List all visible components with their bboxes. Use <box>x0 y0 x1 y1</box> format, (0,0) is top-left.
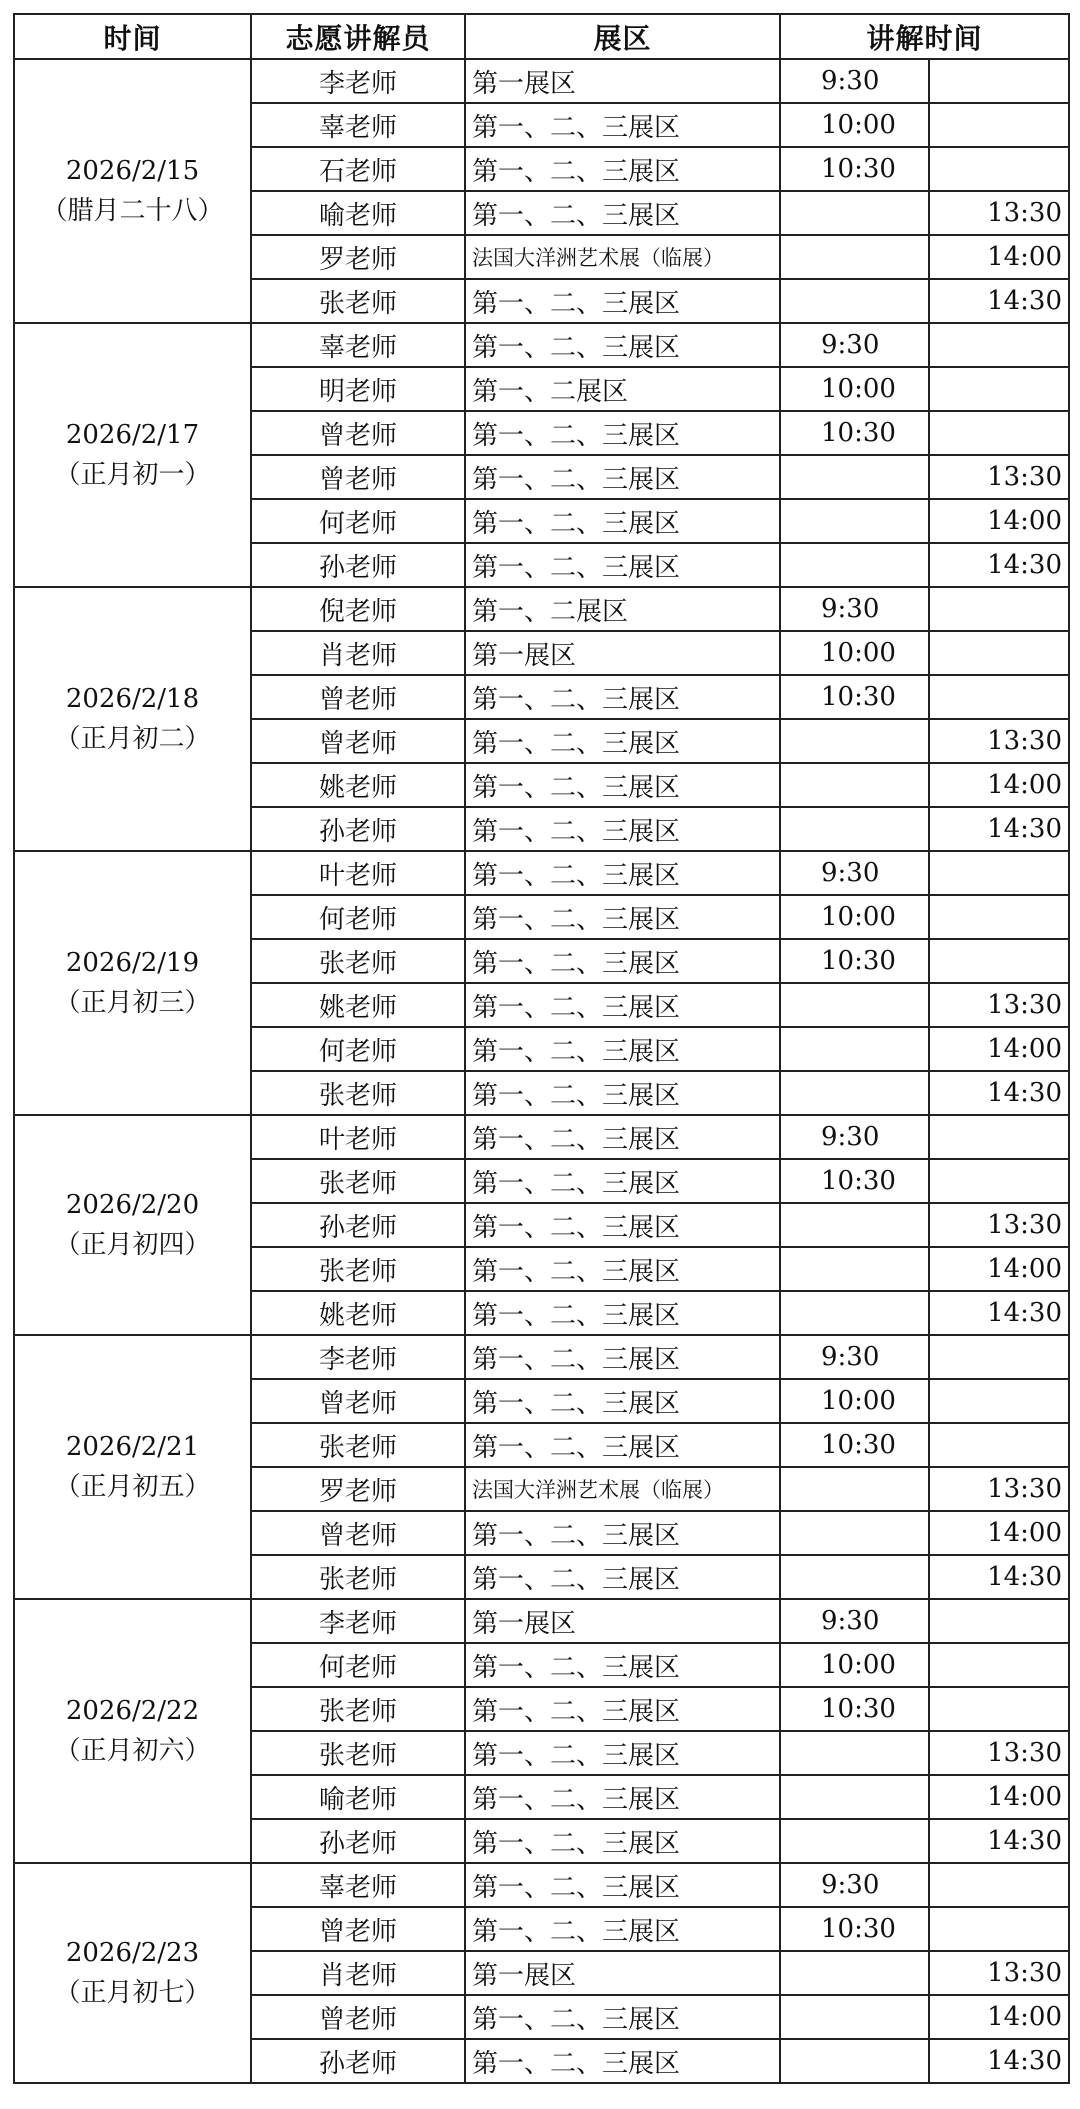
exhibit-area: 第一、二、三展区 <box>465 1423 780 1467</box>
afternoon-time: 14:30 <box>929 1071 1069 1115</box>
guide-name: 曾老师 <box>251 1511 465 1555</box>
morning-time: 10:00 <box>780 367 929 411</box>
afternoon-time: 14:30 <box>929 279 1069 323</box>
afternoon-time: 13:30 <box>929 719 1069 763</box>
afternoon-time <box>929 147 1069 191</box>
afternoon-time <box>929 1335 1069 1379</box>
table-row <box>14 1863 1069 1907</box>
morning-time: 9:30 <box>780 1863 929 1907</box>
lunar-date-text: （正月初七） <box>54 1978 211 2008</box>
header-date: 时间 <box>14 14 251 59</box>
header-area: 展区 <box>465 14 780 59</box>
morning-time <box>780 1995 929 2039</box>
exhibit-area: 第一、二、三展区 <box>465 1731 780 1775</box>
morning-time: 10:30 <box>780 411 929 455</box>
morning-time: 9:30 <box>780 1599 929 1643</box>
afternoon-time <box>929 675 1069 719</box>
date-text: 2026/2/23 <box>65 1938 200 1968</box>
morning-time: 9:30 <box>780 1115 929 1159</box>
guide-name: 张老师 <box>251 1555 465 1599</box>
table-row <box>14 1599 1069 1643</box>
afternoon-time <box>929 59 1069 103</box>
guide-name: 曾老师 <box>251 455 465 499</box>
morning-time <box>780 1555 929 1599</box>
lunar-date-text: （正月初三） <box>54 988 211 1018</box>
guide-name: 姚老师 <box>251 763 465 807</box>
exhibit-area: 第一、二、三展区 <box>465 1335 780 1379</box>
afternoon-time: 13:30 <box>929 983 1069 1027</box>
morning-time: 10:30 <box>780 1907 929 1951</box>
afternoon-time <box>929 1907 1069 1951</box>
exhibit-area: 第一、二、三展区 <box>465 1863 780 1907</box>
afternoon-time: 13:30 <box>929 1951 1069 1995</box>
morning-time: 10:30 <box>780 1423 929 1467</box>
guide-name: 辜老师 <box>251 323 465 367</box>
guide-name: 罗老师 <box>251 235 465 279</box>
date-text: 2026/2/19 <box>65 948 200 978</box>
afternoon-time <box>929 939 1069 983</box>
date-cell <box>14 1599 251 1863</box>
guide-name: 曾老师 <box>251 411 465 455</box>
morning-time: 10:00 <box>780 631 929 675</box>
lunar-date-text: （正月初四） <box>54 1230 211 1260</box>
exhibit-area: 第一、二、三展区 <box>465 763 780 807</box>
afternoon-time <box>929 1159 1069 1203</box>
morning-time <box>780 279 929 323</box>
exhibit-area: 第一、二、三展区 <box>465 1203 780 1247</box>
afternoon-time: 14:00 <box>929 1775 1069 1819</box>
morning-time <box>780 1071 929 1115</box>
afternoon-time: 13:30 <box>929 1467 1069 1511</box>
exhibit-area: 第一、二、三展区 <box>465 1115 780 1159</box>
afternoon-time: 14:00 <box>929 763 1069 807</box>
guide-name: 李老师 <box>251 1599 465 1643</box>
morning-time <box>780 235 929 279</box>
table-body <box>14 59 1069 2083</box>
exhibit-area: 第一展区 <box>465 631 780 675</box>
guide-name: 孙老师 <box>251 543 465 587</box>
lunar-date-text: （正月初五） <box>54 1472 211 1502</box>
exhibit-area: 第一、二、三展区 <box>465 1071 780 1115</box>
exhibit-area: 第一展区 <box>465 59 780 103</box>
exhibit-area: 第一、二、三展区 <box>465 191 780 235</box>
morning-time: 9:30 <box>780 587 929 631</box>
guide-name: 何老师 <box>251 1027 465 1071</box>
exhibit-area: 第一、二、三展区 <box>465 939 780 983</box>
morning-time: 9:30 <box>780 851 929 895</box>
guide-name: 张老师 <box>251 1731 465 1775</box>
afternoon-time: 14:30 <box>929 2039 1069 2083</box>
table-row <box>14 851 1069 895</box>
header-time: 讲解时间 <box>780 14 1069 59</box>
exhibit-area: 法国大洋洲艺术展（临展） <box>465 1467 780 1511</box>
morning-time <box>780 499 929 543</box>
morning-time: 10:30 <box>780 939 929 983</box>
afternoon-time: 14:30 <box>929 807 1069 851</box>
morning-time: 10:30 <box>780 1687 929 1731</box>
exhibit-area: 第一、二、三展区 <box>465 411 780 455</box>
morning-time <box>780 1775 929 1819</box>
exhibit-area: 第一、二、三展区 <box>465 1027 780 1071</box>
guide-name: 石老师 <box>251 147 465 191</box>
exhibit-area: 第一、二、三展区 <box>465 1511 780 1555</box>
afternoon-time <box>929 1687 1069 1731</box>
date-text: 2026/2/18 <box>65 684 200 714</box>
morning-time <box>780 719 929 763</box>
date-text: 2026/2/17 <box>65 420 200 450</box>
date-cell <box>14 1115 251 1335</box>
afternoon-time <box>929 1423 1069 1467</box>
guide-name: 辜老师 <box>251 1863 465 1907</box>
morning-time <box>780 455 929 499</box>
afternoon-time <box>929 1643 1069 1687</box>
guide-name: 何老师 <box>251 1643 465 1687</box>
guide-name: 孙老师 <box>251 1203 465 1247</box>
afternoon-time <box>929 411 1069 455</box>
exhibit-area: 第一、二、三展区 <box>465 455 780 499</box>
guide-name: 姚老师 <box>251 983 465 1027</box>
afternoon-time: 14:30 <box>929 1555 1069 1599</box>
guide-name: 曾老师 <box>251 1379 465 1423</box>
guide-name: 张老师 <box>251 939 465 983</box>
table-header <box>14 14 1069 59</box>
exhibit-area: 第一、二、三展区 <box>465 543 780 587</box>
guide-name: 罗老师 <box>251 1467 465 1511</box>
guide-name: 张老师 <box>251 279 465 323</box>
morning-time: 10:30 <box>780 1159 929 1203</box>
exhibit-area: 第一、二、三展区 <box>465 323 780 367</box>
morning-time <box>780 2039 929 2083</box>
morning-time: 10:00 <box>780 895 929 939</box>
guide-name: 肖老师 <box>251 1951 465 1995</box>
date-cell <box>14 59 251 323</box>
exhibit-area: 第一、二、三展区 <box>465 1379 780 1423</box>
afternoon-time <box>929 103 1069 147</box>
morning-time <box>780 543 929 587</box>
exhibit-area: 第一、二、三展区 <box>465 1247 780 1291</box>
guide-name: 张老师 <box>251 1247 465 1291</box>
morning-time: 10:30 <box>780 147 929 191</box>
exhibit-area: 第一、二、三展区 <box>465 1995 780 2039</box>
morning-time: 10:00 <box>780 1379 929 1423</box>
exhibit-area: 第一、二、三展区 <box>465 2039 780 2083</box>
table-row <box>14 59 1069 103</box>
afternoon-time <box>929 367 1069 411</box>
guide-name: 喻老师 <box>251 1775 465 1819</box>
afternoon-time: 14:30 <box>929 543 1069 587</box>
exhibit-area: 第一、二、三展区 <box>465 1775 780 1819</box>
exhibit-area: 第一、二、三展区 <box>465 279 780 323</box>
exhibit-area: 第一、二、三展区 <box>465 983 780 1027</box>
afternoon-time <box>929 1599 1069 1643</box>
morning-time: 10:00 <box>780 103 929 147</box>
afternoon-time: 14:00 <box>929 499 1069 543</box>
lunar-date-text: （正月初六） <box>54 1736 211 1766</box>
afternoon-time: 14:30 <box>929 1291 1069 1335</box>
table-row <box>14 1115 1069 1159</box>
guide-name: 明老师 <box>251 367 465 411</box>
exhibit-area: 第一展区 <box>465 1599 780 1643</box>
guide-name: 曾老师 <box>251 719 465 763</box>
guide-name: 辜老师 <box>251 103 465 147</box>
guide-name: 李老师 <box>251 59 465 103</box>
date-cell <box>14 587 251 851</box>
afternoon-time: 14:00 <box>929 1995 1069 2039</box>
date-cell <box>14 323 251 587</box>
afternoon-time: 13:30 <box>929 1203 1069 1247</box>
exhibit-area: 第一、二展区 <box>465 587 780 631</box>
exhibit-area: 第一、二展区 <box>465 367 780 411</box>
morning-time <box>780 1247 929 1291</box>
date-cell <box>14 1863 251 2083</box>
afternoon-time <box>929 1115 1069 1159</box>
guide-name: 张老师 <box>251 1071 465 1115</box>
afternoon-time: 14:00 <box>929 235 1069 279</box>
guide-name: 喻老师 <box>251 191 465 235</box>
exhibit-area: 法国大洋洲艺术展（临展） <box>465 235 780 279</box>
exhibit-area: 第一、二、三展区 <box>465 1907 780 1951</box>
guide-name: 何老师 <box>251 499 465 543</box>
guide-name: 姚老师 <box>251 1291 465 1335</box>
exhibit-area: 第一、二、三展区 <box>465 1819 780 1863</box>
guide-name: 叶老师 <box>251 1115 465 1159</box>
morning-time <box>780 763 929 807</box>
header-guide: 志愿讲解员 <box>251 14 465 59</box>
date-text: 2026/2/21 <box>65 1432 200 1462</box>
morning-time: 9:30 <box>780 323 929 367</box>
guide-name: 倪老师 <box>251 587 465 631</box>
guide-name: 何老师 <box>251 895 465 939</box>
afternoon-time: 13:30 <box>929 1731 1069 1775</box>
morning-time: 9:30 <box>780 1335 929 1379</box>
date-cell <box>14 1335 251 1599</box>
exhibit-area: 第一、二、三展区 <box>465 1687 780 1731</box>
exhibit-area: 第一、二、三展区 <box>465 1555 780 1599</box>
date-cell <box>14 851 251 1115</box>
guide-name: 张老师 <box>251 1159 465 1203</box>
morning-time <box>780 191 929 235</box>
exhibit-area: 第一、二、三展区 <box>465 1159 780 1203</box>
schedule-table <box>13 13 1070 2084</box>
morning-time: 9:30 <box>780 59 929 103</box>
morning-time: 10:30 <box>780 675 929 719</box>
morning-time <box>780 1467 929 1511</box>
guide-name: 孙老师 <box>251 807 465 851</box>
afternoon-time: 14:30 <box>929 1819 1069 1863</box>
morning-time <box>780 983 929 1027</box>
exhibit-area: 第一、二、三展区 <box>465 675 780 719</box>
afternoon-time <box>929 851 1069 895</box>
table-row <box>14 323 1069 367</box>
morning-time <box>780 807 929 851</box>
exhibit-area: 第一、二、三展区 <box>465 499 780 543</box>
afternoon-time <box>929 323 1069 367</box>
guide-name: 曾老师 <box>251 675 465 719</box>
afternoon-time: 13:30 <box>929 191 1069 235</box>
afternoon-time <box>929 1379 1069 1423</box>
afternoon-time <box>929 1863 1069 1907</box>
date-text: 2026/2/20 <box>65 1190 200 1220</box>
table-row <box>14 1335 1069 1379</box>
morning-time <box>780 1731 929 1775</box>
guide-name: 张老师 <box>251 1423 465 1467</box>
morning-time <box>780 1511 929 1555</box>
table-row <box>14 587 1069 631</box>
header-row <box>14 14 1069 59</box>
exhibit-area: 第一展区 <box>465 1951 780 1995</box>
afternoon-time: 14:00 <box>929 1247 1069 1291</box>
guide-name: 孙老师 <box>251 1819 465 1863</box>
exhibit-area: 第一、二、三展区 <box>465 103 780 147</box>
afternoon-time: 13:30 <box>929 455 1069 499</box>
morning-time <box>780 1291 929 1335</box>
date-text: 2026/2/22 <box>65 1696 200 1726</box>
afternoon-time <box>929 895 1069 939</box>
lunar-date-text: （正月初一） <box>54 460 211 490</box>
morning-time <box>780 1819 929 1863</box>
lunar-date-text: （腊月二十八） <box>41 196 224 226</box>
guide-name: 曾老师 <box>251 1907 465 1951</box>
afternoon-time: 14:00 <box>929 1027 1069 1071</box>
afternoon-time <box>929 587 1069 631</box>
afternoon-time: 14:00 <box>929 1511 1069 1555</box>
exhibit-area: 第一、二、三展区 <box>465 851 780 895</box>
exhibit-area: 第一、二、三展区 <box>465 147 780 191</box>
morning-time <box>780 1027 929 1071</box>
date-text: 2026/2/15 <box>65 156 200 186</box>
exhibit-area: 第一、二、三展区 <box>465 1643 780 1687</box>
guide-name: 张老师 <box>251 1687 465 1731</box>
guide-name: 肖老师 <box>251 631 465 675</box>
afternoon-time <box>929 631 1069 675</box>
exhibit-area: 第一、二、三展区 <box>465 895 780 939</box>
guide-name: 曾老师 <box>251 1995 465 2039</box>
guide-name: 孙老师 <box>251 2039 465 2083</box>
lunar-date-text: （正月初二） <box>54 724 211 754</box>
guide-name: 李老师 <box>251 1335 465 1379</box>
morning-time: 10:00 <box>780 1643 929 1687</box>
morning-time <box>780 1951 929 1995</box>
exhibit-area: 第一、二、三展区 <box>465 1291 780 1335</box>
exhibit-area: 第一、二、三展区 <box>465 807 780 851</box>
exhibit-area: 第一、二、三展区 <box>465 719 780 763</box>
morning-time <box>780 1203 929 1247</box>
guide-name: 叶老师 <box>251 851 465 895</box>
